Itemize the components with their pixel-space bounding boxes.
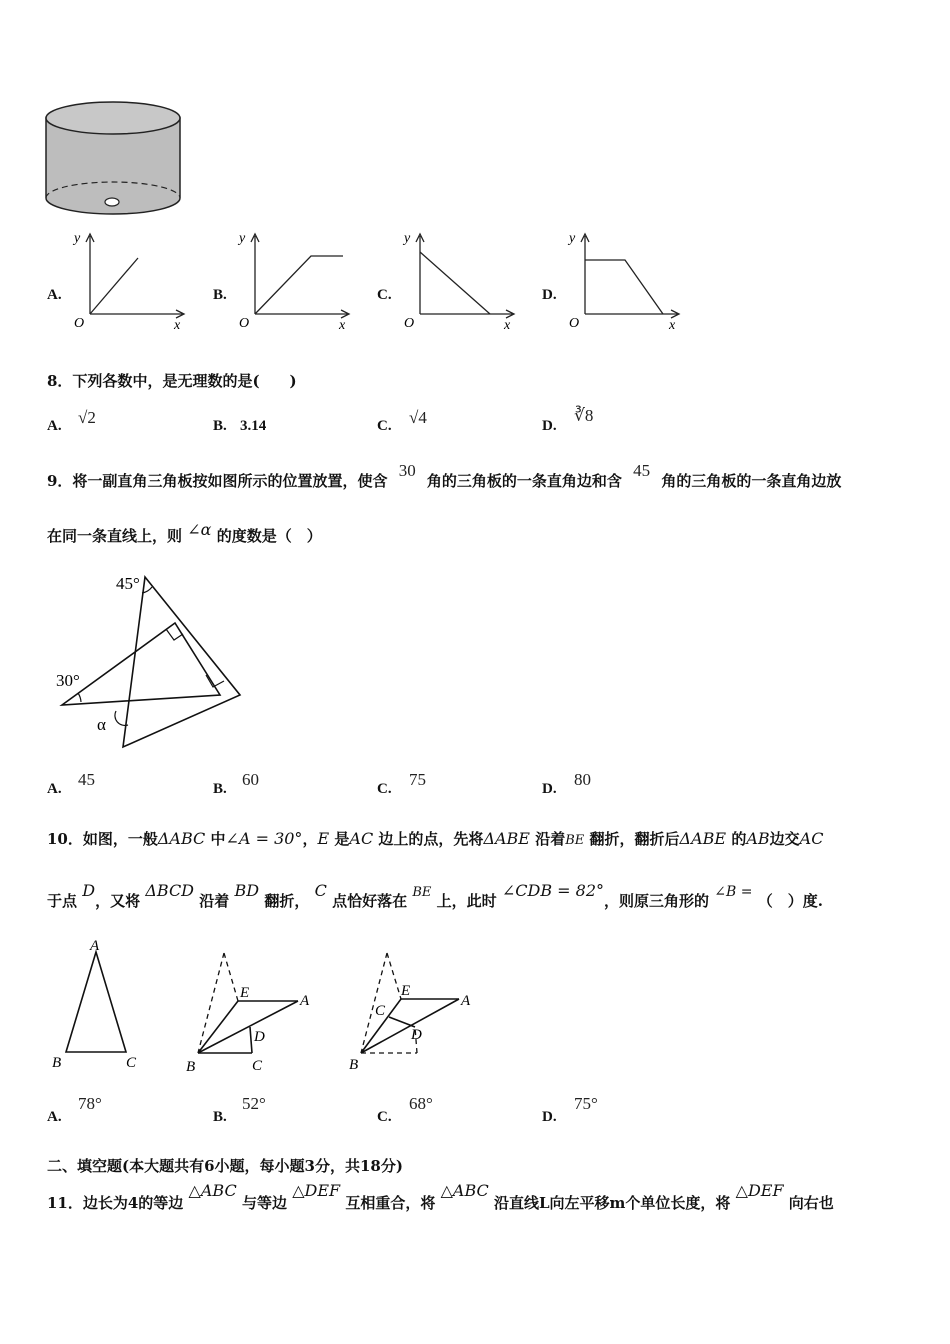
- q8-option-b-value: 3.14: [240, 418, 267, 434]
- graph-b: [233, 228, 358, 333]
- set-square-figure: [50, 565, 255, 750]
- q11-t2: △DEF: [292, 1181, 341, 1200]
- q9-option-c-value: 75: [409, 770, 426, 789]
- q11-d: 沿直线L向左平移m个单位长度，将: [493, 1194, 731, 1212]
- q8-stem: 8．下列各数中，是无理数的是( ): [47, 372, 297, 390]
- fig1-A: A: [90, 938, 100, 954]
- graph-d-origin: O: [569, 316, 580, 331]
- q9-line1-b: 角的三角板的一条直角边和含: [426, 472, 622, 490]
- fig3-B: B: [349, 1057, 359, 1073]
- q10-l1-b: 中: [210, 830, 226, 848]
- q10-l2-d: 翻折，: [264, 892, 310, 910]
- graph-b-y: y: [239, 231, 246, 246]
- q11-e: 向右也: [788, 1194, 834, 1212]
- cylinder-figure: [40, 98, 190, 223]
- q11-c: 互相重合，将: [345, 1194, 436, 1212]
- graph-d-y: y: [569, 231, 576, 246]
- q10-l1-h: 的: [731, 830, 747, 848]
- q10-l2-f: 上，此时: [436, 892, 497, 910]
- fig2-A: A: [300, 993, 310, 1009]
- q10-option-d-label: D.: [542, 1109, 557, 1125]
- q7-option-c-label: C.: [377, 287, 392, 303]
- q10-l2-a: 于点: [47, 892, 78, 910]
- q9-option-a-value: 45: [78, 770, 95, 789]
- q10-E: E: [317, 829, 330, 848]
- q9-option-b-value: 60: [242, 770, 259, 789]
- q9-angle-name: ∠α: [187, 520, 212, 539]
- q10-figure-3: [345, 945, 495, 1080]
- q11-t1: △ABC: [188, 1181, 237, 1200]
- graph-a: [68, 228, 193, 333]
- q10-option-a-label: A.: [47, 1109, 62, 1125]
- q10-option-b-label: B.: [213, 1109, 227, 1125]
- q10-option-b-value: 52°: [242, 1094, 266, 1113]
- q7-option-a-label: A.: [47, 287, 62, 303]
- fig1-B: B: [52, 1055, 62, 1071]
- q10-l2-c: 沿着: [199, 892, 230, 910]
- q9-angle2: 45: [633, 461, 651, 480]
- q8-option-a-label: A.: [47, 418, 62, 434]
- q10-option-a-value: 78°: [78, 1094, 102, 1113]
- fig9-left-angle: 30°: [56, 671, 80, 690]
- fig2-D: D: [254, 1029, 265, 1045]
- q10-l1-g: 翻折，翻折后: [589, 830, 680, 848]
- q8-option-c-label: C.: [377, 418, 392, 434]
- q10-AB: AB: [746, 829, 770, 848]
- q10-line2: [47, 881, 823, 911]
- section-heading: 二、填空题(本大题共有6小题，每小题3分，共18分): [47, 1157, 403, 1175]
- q10-option-c-value: 68°: [409, 1094, 433, 1113]
- q10-BE: BE: [565, 833, 585, 848]
- q8-option-a-value: √2: [78, 408, 96, 427]
- q10-option-c-label: C.: [377, 1109, 392, 1125]
- fig3-A: A: [461, 993, 471, 1009]
- q10-l1-f: 沿着: [535, 830, 566, 848]
- q10-l1-d: 是: [334, 830, 350, 848]
- q10-line1: [47, 828, 823, 849]
- fig1-C: C: [126, 1055, 137, 1071]
- q10-angleB: ∠B =: [714, 884, 753, 900]
- fig2-B: B: [186, 1059, 196, 1075]
- graph-a-y: y: [74, 231, 81, 246]
- graph-d: [563, 228, 688, 333]
- q10-l1-a: 10．如图，一般: [47, 830, 158, 848]
- q9-option-d-value: 80: [574, 770, 591, 789]
- q10-l2-e: 点恰好落在: [332, 892, 408, 910]
- graph-c-x: x: [504, 318, 511, 333]
- q9-line2: [47, 520, 322, 546]
- q11-a: 11．边长为4的等边: [47, 1194, 184, 1212]
- q9-option-c-label: C.: [377, 781, 392, 797]
- q8-option-b-label: B.: [213, 418, 227, 434]
- fig3-E: E: [401, 983, 411, 999]
- q10-figure-1: [48, 938, 148, 1078]
- q10-CDB: ∠CDB = 82°: [501, 881, 605, 900]
- graph-b-origin: O: [239, 316, 250, 331]
- q10-BD: BD: [234, 881, 260, 900]
- q7-option-d-label: D.: [542, 287, 557, 303]
- q11-b: 与等边: [241, 1194, 287, 1212]
- q10-l2-h: （ ）度.: [757, 892, 823, 910]
- q8-option-d-label: D.: [542, 418, 557, 434]
- q10-BCD: ΔBCD: [145, 881, 195, 900]
- q10-AC: AC: [349, 829, 374, 848]
- q10-C: C: [314, 881, 327, 900]
- q10-l1-i: 边交: [769, 830, 800, 848]
- graph-a-x: x: [174, 318, 181, 333]
- fig2-C: C: [252, 1058, 263, 1074]
- q10-l1-c: ，: [302, 830, 318, 848]
- q9-line2-b: 的度数是（ ）: [216, 527, 322, 545]
- q8-option-c-value: √4: [409, 408, 427, 427]
- fig3-D: D: [411, 1027, 422, 1043]
- q9-line1-a: 9．将一副直角三角板按如图所示的位置放置，使含: [47, 472, 388, 490]
- q11-t4: △DEF: [735, 1181, 784, 1200]
- q9-line1: [47, 461, 842, 491]
- graph-d-x: x: [669, 318, 676, 333]
- q9-angle1: 30: [398, 461, 416, 480]
- graph-b-x: x: [339, 318, 346, 333]
- q10-option-d-value: 75°: [574, 1094, 598, 1113]
- q10-l2-g: ，则原三角形的: [604, 892, 710, 910]
- q10-figure-2: [180, 945, 330, 1080]
- fig9-top-angle: 45°: [116, 574, 140, 593]
- q9-option-b-label: B.: [213, 781, 227, 797]
- q10-tri: ΔABC: [157, 829, 206, 848]
- q9-option-a-label: A.: [47, 781, 62, 797]
- graph-c: [398, 228, 523, 333]
- q10-ABE2: ΔABE: [679, 829, 727, 848]
- q10-angleA: ∠A = 30°: [225, 829, 303, 848]
- fig2-E: E: [240, 985, 250, 1001]
- graph-a-origin: O: [74, 316, 85, 331]
- q11-t3: △ABC: [440, 1181, 489, 1200]
- q10-l1-e: 边上的点，先将: [378, 830, 484, 848]
- q10-BE2: BE: [412, 885, 432, 900]
- q9-line1-c: 角的三角板的一条直角边放: [661, 472, 842, 490]
- graph-c-y: y: [404, 231, 411, 246]
- fig9-alpha: α: [97, 715, 106, 734]
- q7-option-b-label: B.: [213, 287, 227, 303]
- q10-l2-b: ，又将: [95, 892, 141, 910]
- q9-option-d-label: D.: [542, 781, 557, 797]
- fig3-C: C: [375, 1003, 386, 1019]
- q8-option-d-value: ∛8: [574, 406, 594, 425]
- q11-line1: [47, 1181, 834, 1213]
- q10-AC2: AC: [799, 829, 824, 848]
- q10-ABE: ΔABE: [483, 829, 530, 848]
- q9-line2-a: 在同一条直线上，则: [47, 527, 183, 545]
- graph-c-origin: O: [404, 316, 415, 331]
- q10-D: D: [82, 881, 96, 900]
